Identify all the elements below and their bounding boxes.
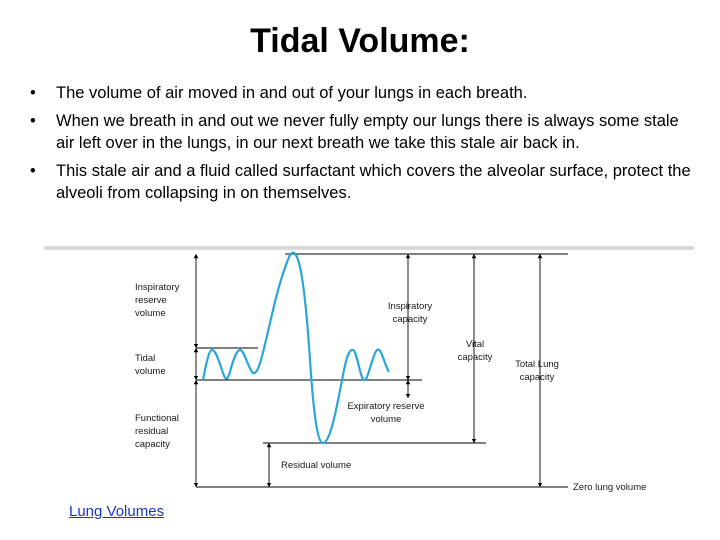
- rv-label: Residual volume: [281, 460, 352, 471]
- slide-title: Tidal Volume:: [250, 22, 470, 60]
- svg-text:Total Lung: Total Lung: [515, 359, 559, 370]
- svg-text:reserve: reserve: [135, 295, 167, 306]
- svg-text:volume: volume: [135, 366, 166, 377]
- bullet-marker: •: [30, 84, 36, 102]
- tidal-label: [135, 353, 166, 377]
- svg-text:residual: residual: [135, 426, 169, 437]
- lung-volumes-link[interactable]: Lung Volumes: [69, 503, 165, 520]
- svg-text:capacity: capacity: [392, 314, 428, 325]
- tlc-label: [515, 359, 559, 383]
- svg-text:Inspiratory: Inspiratory: [387, 301, 433, 312]
- zero-label: Zero lung volume: [573, 482, 647, 493]
- svg-text:Expiratory reserve: Expiratory reserve: [347, 401, 425, 412]
- bullet-marker: •: [30, 162, 36, 180]
- vc-label: [458, 339, 493, 363]
- frc-label: [135, 413, 179, 450]
- erv-label: [347, 401, 424, 425]
- bullet-marker: •: [30, 112, 36, 130]
- svg-text:Vital: Vital: [465, 339, 485, 350]
- svg-text:volume: volume: [370, 414, 402, 425]
- svg-text:Functional: Functional: [135, 413, 179, 424]
- ic-label: [388, 301, 433, 325]
- svg-text:capacity: capacity: [457, 352, 493, 363]
- svg-text:capacity: capacity: [519, 372, 555, 383]
- bullet-text: The volume of air moved in and out of your lungs in each breath.: [56, 84, 528, 102]
- svg-text:Tidal: Tidal: [135, 353, 156, 364]
- bullet-text: When we breath in and out we never fully empty our lungs there is always some stale air left over in the lungs, in our next breath we take this stale air back in.: [56, 112, 679, 152]
- irv-label: [135, 282, 180, 319]
- svg-text:capacity: capacity: [135, 439, 170, 450]
- svg-text:volume: volume: [135, 308, 166, 319]
- bullet-text: This stale air and a fluid called surfactant which covers the alveolar surface, protect the alveoli from collapsing in on themselves.: [56, 162, 691, 202]
- svg-text:Inspiratory: Inspiratory: [135, 282, 180, 293]
